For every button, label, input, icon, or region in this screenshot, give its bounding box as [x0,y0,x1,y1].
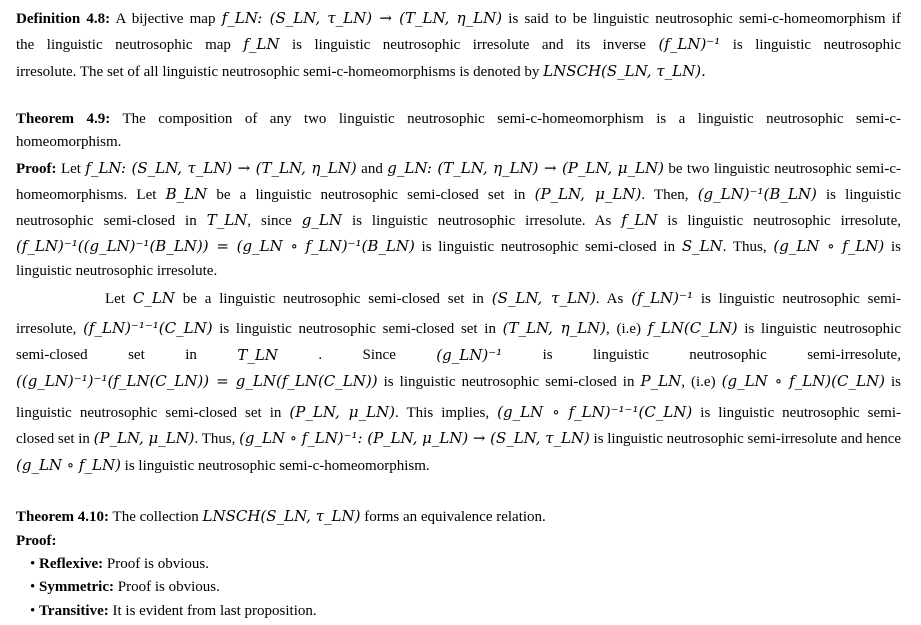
bullet-icon: • [30,579,36,595]
proof-line-6: Let C_LN be a linguistic neutrosophic semi-closed set in (S_LN, τ_LN). As (f_LN)⁻¹ is linguistic neutrosophic semi- [105,289,901,307]
proof-line-5: linguistic neutrosophic irresolute. [16,263,218,279]
math-expression: (P_LN, μ_LN) [289,403,395,421]
math-expression: (S_LN, τ_LN) [491,289,596,307]
math-expression: P_LN [640,372,682,390]
proof-4-10-label [16,529,901,553]
math-expression: LNSCH(S_LN, τ_LN). [543,62,706,80]
math-expression: f_LN: (S_LN, τ_LN) → (T_LN, η_LN) [85,159,357,177]
math-expression: (P_LN, μ_LN) [93,429,195,447]
math-expression: (g_LN)⁻¹(B_LN) [697,185,817,203]
math-expression: ((g_LN)⁻¹)⁻¹(f_LN(C_LN)) = g_LN(f_LN(C_LN)) [16,372,378,390]
math-expression: LNSCH(S_LN, τ_LN) [202,507,361,525]
definition-4-8-line-2: the linguistic neutrosophic map f_LN is linguistic neutrosophic irresolute and its inverse (f_LN)⁻¹ is linguistic neutrosophic [16,35,901,53]
proof-line-8: semi-closed set in T_LN . Since (g_LN)⁻¹ is linguistic neutrosophic semi-irresolute, [16,343,901,367]
math-expression: g_LN: (T_LN, η_LN) → (P_LN, μ_LN) [387,159,664,177]
math-expression: (P_LN, μ_LN) [534,185,642,203]
math-expression: (f_LN)⁻¹((g_LN)⁻¹(B_LN)) = (g_LN ∘ f_LN)⁻¹(B_LN) [16,237,415,255]
proof-line-4: (f_LN)⁻¹((g_LN)⁻¹(B_LN)) = (g_LN ∘ f_LN)⁻¹(B_LN) is linguistic neutrosophic semi-closed in S_LN. Thus, (g_LN ∘ f_LN) is [16,237,901,255]
math-expression: (g_LN ∘ f_LN) [773,237,885,255]
math-expression: (g_LN)⁻¹ [436,346,503,364]
math-expression: (f_LN)⁻¹⁻¹(C_LN) [83,319,213,337]
math-expression: C_LN [132,289,175,307]
theorem-label: Theorem 4.10: [16,509,110,525]
theorem-4-9-line-2: homeomorphism. [16,134,122,150]
proof-label: Proof: [16,161,57,177]
math-expression: T_LN [237,346,278,364]
math-expression: f_LN [621,211,658,229]
proof-line-2: homeomorphisms. Let B_LN be a linguistic neutrosophic semi-closed set in (P_LN, μ_LN). Then, (g_LN)⁻¹(B_LN) is linguistic [16,185,901,203]
math-expression: (f_LN)⁻¹ [631,289,693,307]
math-expression: (g_LN ∘ f_LN)⁻¹⁻¹(C_LN) [497,403,693,421]
math-expression: f_LN: (S_LN, τ_LN) → (T_LN, η_LN) [221,9,503,27]
definition-4-8-line-3: irresolute. The set of all linguistic neutrosophic semi-c-homeomorphisms is denoted by LNSCH(S_LN, τ_LN). [16,62,706,80]
math-expression: (g_LN ∘ f_LN) [16,456,121,474]
proof-line-7: irresolute, (f_LN)⁻¹⁻¹(C_LN) is linguistic neutrosophic semi-closed set in (T_LN, η_LN), (i.e) f_LN(C_LN) is linguistic neutrosophic [16,319,901,337]
proof-line-9: ((g_LN)⁻¹)⁻¹(f_LN(C_LN)) = g_LN(f_LN(C_LN)) is linguistic neutrosophic semi-closed in P_LN, (i.e) (g_LN ∘ f_LN)(C_LN) is [16,372,901,390]
math-expression: (f_LN)⁻¹ [658,35,721,53]
proof-line-11: closed set in (P_LN, μ_LN). Thus, (g_LN ∘ f_LN)⁻¹: (P_LN, μ_LN) → (S_LN, τ_LN) is linguistic neutrosophic semi-irresolute and hence [16,429,902,447]
math-expression: f_LN(C_LN) [647,319,738,337]
math-expression: (g_LN ∘ f_LN)(C_LN) [721,372,885,390]
math-expression: g_LN [301,211,342,229]
theorem-4-9-line-1: Theorem 4.9: The composition of any two linguistic neutrosophic semi-c-homeomorphism is a linguistic neutrosophic semi-c- [16,111,901,127]
list-item-symmetric: • Symmetric: Proof is obvious. [30,579,220,595]
bullet-icon: • [30,603,36,619]
proof-line-12: (g_LN ∘ f_LN) is linguistic neutrosophic semi-c-homeomorphism. [16,456,430,474]
proof-line-1: Proof: Let f_LN: (S_LN, τ_LN) → (T_LN, η_LN) and g_LN: (T_LN, η_LN) → (P_LN, μ_LN) be two linguistic neutrosophic semi-c- [16,159,901,177]
theorem-4-10: Theorem 4.10: The collection LNSCH(S_LN, τ_LN) forms an equivalence relation. [16,507,546,525]
proof-line-3: neutrosophic semi-closed in T_LN, since g_LN is linguistic neutrosophic irresolute. As f_LN is linguistic neutrosophic irresolute, [16,211,902,229]
math-expression: f_LN [243,35,280,53]
math-expression: B_LN [165,185,208,203]
definition-label: Definition 4.8: [16,11,111,27]
theorem-label: Theorem 4.9: [16,111,111,127]
math-expression: S_LN [681,237,723,255]
proof-label: Proof: [16,533,57,549]
proof-line-10: linguistic neutrosophic semi-closed set in (P_LN, μ_LN). This implies, (g_LN ∘ f_LN)⁻¹⁻¹(C_LN) is linguistic neutrosophic semi- [16,403,901,421]
list-item-transitive: • Transitive: It is evident from last proposition. [30,603,317,619]
bullet-icon: • [30,556,36,572]
definition-4-8-line-1: Definition 4.8: A bijective map f_LN: (S_LN, τ_LN) → (T_LN, η_LN) is said to be linguistic neutrosophic semi-c-homeomorphism if [16,9,901,27]
math-expression: (g_LN ∘ f_LN)⁻¹: (P_LN, μ_LN) → (S_LN, τ_LN) [239,429,590,447]
math-expression: (T_LN, η_LN) [502,319,607,337]
math-expression: T_LN [206,211,248,229]
list-item-reflexive: • Reflexive: Proof is obvious. [30,556,209,572]
